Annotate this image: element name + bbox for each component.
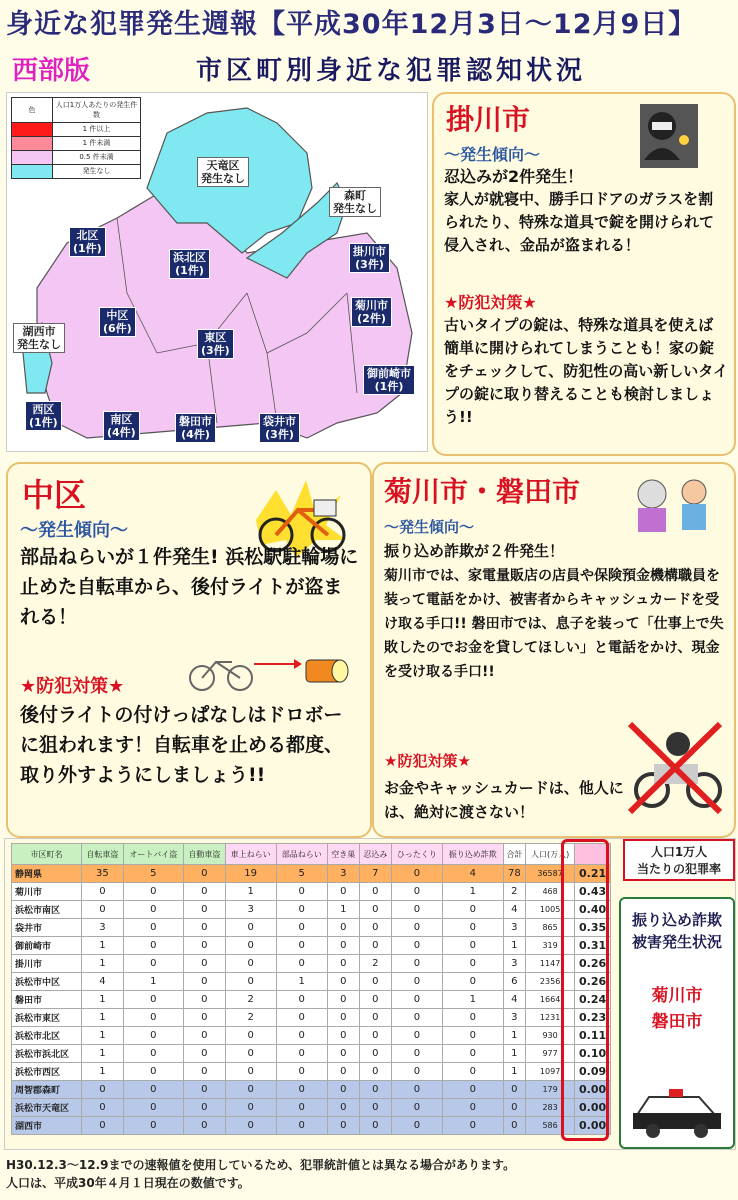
- table-cell: 0: [442, 1027, 503, 1045]
- table-cell-rate: 0.31: [575, 937, 611, 955]
- table-cell: 3: [503, 955, 526, 973]
- table-header-cell: 車上ねらい: [225, 844, 276, 865]
- table-cell: 2: [225, 991, 276, 1009]
- table-row: [12, 1099, 611, 1117]
- table-cell: 0: [442, 1009, 503, 1027]
- table-cell: 0: [225, 1099, 276, 1117]
- table-cell: 0: [123, 1117, 183, 1135]
- table-cell: 1: [82, 1009, 124, 1027]
- kikugawa-title: 菊川市・磐田市: [384, 475, 581, 508]
- table-cell: 1: [225, 883, 276, 901]
- rate-note: 人口1万人 当たりの犯罪率: [623, 839, 735, 881]
- page-subtitle: 市区町別身近な犯罪認知状況: [196, 56, 587, 86]
- table-row: [12, 919, 611, 937]
- table-cell-rate: 0.35: [575, 919, 611, 937]
- table-row: [12, 1009, 611, 1027]
- table-cell: 865: [526, 919, 575, 937]
- table-cell: 0: [359, 1063, 391, 1081]
- table-cell-name: 浜松市南区: [12, 901, 82, 919]
- fraud-status-title: 振り込め詐欺 被害発生状況: [631, 911, 722, 951]
- table-cell: 0: [184, 1117, 226, 1135]
- table-cell: 0: [123, 991, 183, 1009]
- table-cell: 283: [526, 1099, 575, 1117]
- map-label-iwata: 磐田市 (4件): [175, 413, 216, 443]
- table-cell-name: 浜松市天竜区: [12, 1099, 82, 1117]
- table-cell: 930: [526, 1027, 575, 1045]
- kakegawa-title: 掛川市: [446, 103, 531, 136]
- table-cell: 0: [276, 1081, 327, 1099]
- table-cell: 0: [123, 955, 183, 973]
- table-cell: 2: [359, 955, 391, 973]
- legend-header-color: 色: [12, 98, 53, 122]
- table-cell: 468: [526, 883, 575, 901]
- table-cell: 0: [123, 1045, 183, 1063]
- table-cell: 0: [184, 901, 226, 919]
- table-cell: 0: [391, 1099, 442, 1117]
- table-cell: 2: [503, 883, 526, 901]
- footer-note-2: 人口は、平成30年４月１日現在の数値です。: [6, 1176, 250, 1190]
- legend-row: [12, 123, 140, 137]
- table-cell: 0: [359, 991, 391, 1009]
- table-cell: 0: [225, 1117, 276, 1135]
- naka-title: 中区: [22, 476, 87, 514]
- table-cell: 0: [327, 973, 359, 991]
- table-cell: 0: [442, 955, 503, 973]
- legend-swatch: [12, 137, 53, 150]
- table-cell: 4: [503, 991, 526, 1009]
- legend-swatch: [12, 151, 53, 164]
- table-cell: 36587: [526, 865, 575, 883]
- table-cell: 0: [276, 937, 327, 955]
- map-label-mori: 森町 発生なし: [329, 187, 381, 217]
- table-cell: 0: [391, 901, 442, 919]
- table-cell: 0: [327, 1099, 359, 1117]
- table-cell: 0: [327, 1081, 359, 1099]
- kakegawa-measure-body: 古いタイプの錠は、特殊な道具を使えば簡単に開けられてしまうことも！家の錠をチェックして、防犯性の高い新しいタイプの錠に取り替えることも検討しましょう!!: [444, 316, 728, 426]
- table-panel: [4, 838, 736, 1150]
- map-label-hamakita: 浜北区 (1件): [169, 249, 210, 279]
- table-cell: 0: [391, 1045, 442, 1063]
- kakegawa-measure-heading: ★防犯対策★: [444, 293, 537, 312]
- table-header-cell: 忍込み: [359, 844, 391, 865]
- table-cell: 1: [503, 1063, 526, 1081]
- table-cell: 1: [82, 1063, 124, 1081]
- table-cell-rate: 0.00: [575, 1081, 611, 1099]
- table-cell: 1: [442, 991, 503, 1009]
- table-header-cell: ひったくり: [391, 844, 442, 865]
- table-cell: 0: [184, 1027, 226, 1045]
- table-cell-name: 菊川市: [12, 883, 82, 901]
- kikugawa-trend-body: 菊川市では、家電量販店の店員や保険預金機構職員を装って電話をかけ、被害者からキャッシュカードを受け取る手口!! 磐田市では、息子を装って「仕事上で失敗したのでお金を貸してほしい」と電話をかけ、現金を受け取る手口!!: [384, 568, 724, 680]
- table-cell: 0: [184, 973, 226, 991]
- table-cell-name: 御前崎市: [12, 937, 82, 955]
- naka-trend-body: 部品ねらいが１件発生! 浜松駅駐輪場に止めた自転車から、後付ライトが盗まれる！: [20, 546, 359, 628]
- table-cell: 0: [442, 1045, 503, 1063]
- table-cell: 0: [442, 1081, 503, 1099]
- table-cell: 0: [359, 973, 391, 991]
- kikugawa-measure-body: お金やキャッシュカードは、他人には、絶対に渡さない！: [384, 779, 624, 821]
- table-cell: 0: [225, 919, 276, 937]
- kakegawa-trend-body: 家人が就寝中、勝手口ドアのガラスを割られたり、特殊な道具で錠を開けられて侵入され、金品が盗まれる！: [444, 190, 715, 254]
- table-cell: 3: [225, 901, 276, 919]
- map-label-tenryu: 天竜区 発生なし: [197, 157, 249, 187]
- fraud-status-cities: 菊川市 磐田市: [651, 986, 703, 1032]
- map-label-kita: 北区 (1件): [69, 227, 106, 257]
- table-cell: 0: [442, 901, 503, 919]
- table-cell: 5: [123, 865, 183, 883]
- crime-table: [11, 843, 611, 1135]
- table-cell: 0: [123, 937, 183, 955]
- legend-swatch: [12, 165, 53, 178]
- table-row: [12, 883, 611, 901]
- kakegawa-trend-lead: 忍込みが2件発生！: [444, 167, 584, 186]
- table-cell: 0: [276, 1099, 327, 1117]
- table-cell: 0: [82, 1081, 124, 1099]
- table-cell: 0: [391, 1027, 442, 1045]
- naka-measure-heading: ★防犯対策★: [20, 676, 125, 697]
- table-cell-rate: 0.00: [575, 1117, 611, 1135]
- table-cell: 0: [503, 1081, 526, 1099]
- table-cell: 1: [123, 973, 183, 991]
- table-cell: 0: [184, 1099, 226, 1117]
- table-cell: 0: [184, 1081, 226, 1099]
- legend-label: 1 件未満: [82, 139, 111, 147]
- table-cell: 1: [82, 991, 124, 1009]
- table-cell: 0: [123, 901, 183, 919]
- table-cell: 2: [225, 1009, 276, 1027]
- table-cell: 0: [225, 937, 276, 955]
- table-cell: 0: [327, 955, 359, 973]
- table-cell: 1: [82, 955, 124, 973]
- table-cell: 0: [359, 1009, 391, 1027]
- table-row: [12, 1027, 611, 1045]
- map-label-kosai: 湖西市 発生なし: [13, 323, 65, 353]
- legend-row: [12, 137, 140, 151]
- table-cell-rate: 0.21: [575, 865, 611, 883]
- table-cell: 0: [184, 1045, 226, 1063]
- table-cell: 0: [123, 1081, 183, 1099]
- map-legend: [11, 97, 141, 179]
- map-label-minami: 南区 (4件): [103, 411, 140, 441]
- table-cell-rate: 0.09: [575, 1063, 611, 1081]
- table-cell: 0: [327, 937, 359, 955]
- table-cell: 1: [82, 1045, 124, 1063]
- edition-label: 西部版: [12, 56, 91, 86]
- table-cell: 3: [503, 919, 526, 937]
- kikugawa-trend-heading: ～発生傾向～: [384, 518, 475, 536]
- table-cell-rate: 0.11: [575, 1027, 611, 1045]
- map-label-fukuroi: 袋井市 (3件): [259, 413, 300, 443]
- table-cell: 0: [327, 1027, 359, 1045]
- table-row: [12, 973, 611, 991]
- table-header-cell: オートバイ盗: [123, 844, 183, 865]
- table-cell-name: 磐田市: [12, 991, 82, 1009]
- table-cell-name: 浜松市北区: [12, 1027, 82, 1045]
- table-cell: 0: [359, 919, 391, 937]
- table-cell: 586: [526, 1117, 575, 1135]
- legend-header-label: 人口1万人あたりの発生件数: [55, 101, 138, 119]
- table-cell: 179: [526, 1081, 575, 1099]
- table-cell: 0: [225, 955, 276, 973]
- table-cell: 0: [82, 1117, 124, 1135]
- table-cell: 0: [276, 883, 327, 901]
- map-label-naka: 中区 (6件): [99, 307, 136, 337]
- table-cell: 0: [276, 1009, 327, 1027]
- fraud-status-box: [619, 897, 735, 1149]
- table-cell-rate: 0.23: [575, 1009, 611, 1027]
- table-cell: 0: [442, 973, 503, 991]
- table-cell: 0: [225, 973, 276, 991]
- table-cell: 0: [276, 1117, 327, 1135]
- map-label-kakegawa: 掛川市 (3件): [349, 243, 390, 273]
- table-cell: 6: [503, 973, 526, 991]
- table-cell: 1097: [526, 1063, 575, 1081]
- table-row: [12, 937, 611, 955]
- no-motorcycle-icon: [624, 720, 724, 816]
- table-cell: 3: [503, 1009, 526, 1027]
- table-cell-rate: 0.26: [575, 955, 611, 973]
- table-cell: 7: [359, 865, 391, 883]
- table-cell-name: 掛川市: [12, 955, 82, 973]
- table-cell-name: 浜松市浜北区: [12, 1045, 82, 1063]
- legend-label: 0.5 件未満: [79, 153, 114, 161]
- table-cell: 0: [503, 1099, 526, 1117]
- table-header-cell: 人口(万人): [526, 844, 575, 865]
- table-cell: 0: [327, 1117, 359, 1135]
- table-cell: 0: [184, 883, 226, 901]
- table-cell: 1: [82, 937, 124, 955]
- table-cell: 0: [184, 991, 226, 1009]
- table-cell: 0: [359, 1099, 391, 1117]
- table-header-cell: 自転車盗: [82, 844, 124, 865]
- table-cell: 0: [327, 919, 359, 937]
- table-cell: 0: [225, 1027, 276, 1045]
- table-cell: 0: [184, 919, 226, 937]
- table-cell: 319: [526, 937, 575, 955]
- table-cell: 0: [391, 865, 442, 883]
- table-cell: 0: [82, 1099, 124, 1117]
- table-cell: 0: [184, 955, 226, 973]
- table-cell: 0: [442, 919, 503, 937]
- table-cell: 2356: [526, 973, 575, 991]
- table-cell: 0: [442, 1063, 503, 1081]
- legend-label: 1 件以上: [82, 125, 111, 133]
- table-cell: 0: [123, 1027, 183, 1045]
- table-cell: 1: [276, 973, 327, 991]
- kakegawa-trend-heading: ～発生傾向～: [444, 145, 541, 164]
- table-row: [12, 955, 611, 973]
- legend-row: [12, 151, 140, 165]
- table-cell: 0: [123, 1099, 183, 1117]
- table-cell: 3: [327, 865, 359, 883]
- rate-column-highlight: [561, 839, 609, 1141]
- table-cell: 0: [327, 991, 359, 1009]
- table-cell: 0: [359, 901, 391, 919]
- table-cell: 0: [184, 865, 226, 883]
- table-cell: 0: [442, 937, 503, 955]
- legend-row: [12, 165, 140, 178]
- table-cell: 0: [442, 1099, 503, 1117]
- table-cell: 0: [327, 1045, 359, 1063]
- table-cell-rate: 0.00: [575, 1099, 611, 1117]
- table-cell: 0: [184, 1063, 226, 1081]
- table-cell: 78: [503, 865, 526, 883]
- table-cell: 1: [503, 1045, 526, 1063]
- table-cell: 1: [442, 883, 503, 901]
- table-cell: 5: [276, 865, 327, 883]
- map-label-nishi: 西区 (1件): [25, 401, 62, 431]
- bike-light-icon: [184, 642, 354, 698]
- legend-swatch: [12, 123, 53, 136]
- table-cell: 1005: [526, 901, 575, 919]
- table-cell: 0: [225, 1045, 276, 1063]
- table-cell: 0: [503, 1117, 526, 1135]
- table-cell: 0: [82, 901, 124, 919]
- table-cell: 0: [276, 1027, 327, 1045]
- table-cell: 4: [442, 865, 503, 883]
- table-cell-name: 静岡県: [12, 865, 82, 883]
- map-label-higashi: 東区 (3件): [197, 329, 234, 359]
- table-cell: 0: [359, 883, 391, 901]
- phone-fraud-icon: [622, 470, 722, 534]
- table-cell: 0: [391, 1117, 442, 1135]
- table-cell: 0: [391, 991, 442, 1009]
- table-cell: 1: [503, 1027, 526, 1045]
- table-cell-name: 浜松市中区: [12, 973, 82, 991]
- police-car-icon: [629, 1075, 725, 1139]
- table-header-cell: 自動車盗: [184, 844, 226, 865]
- kikugawa-trend-lead: 振り込め詐欺が２件発生！: [384, 542, 565, 560]
- table-cell: 0: [359, 1081, 391, 1099]
- table-cell: 0: [359, 1027, 391, 1045]
- table-cell: 0: [391, 1063, 442, 1081]
- table-cell: 0: [276, 901, 327, 919]
- table-cell: 0: [276, 919, 327, 937]
- table-cell-name: 周智郡森町: [12, 1081, 82, 1099]
- naka-trend-heading: ～発生傾向～: [20, 520, 128, 541]
- table-cell: 0: [123, 1063, 183, 1081]
- crime-map: [6, 92, 428, 452]
- table-cell: 0: [184, 937, 226, 955]
- table-cell: 19: [225, 865, 276, 883]
- table-cell: 0: [327, 883, 359, 901]
- table-cell: 0: [276, 1045, 327, 1063]
- map-label-kikugawa: 菊川市 (2件): [351, 297, 392, 327]
- table-cell: 0: [359, 1045, 391, 1063]
- table-cell-rate: 0.24: [575, 991, 611, 1009]
- table-row: [12, 991, 611, 1009]
- table-cell-rate: 0.10: [575, 1045, 611, 1063]
- kikugawa-card: [372, 462, 736, 838]
- table-cell: 0: [391, 955, 442, 973]
- kakegawa-card: [432, 92, 736, 456]
- table-cell: 1: [82, 1027, 124, 1045]
- table-cell: 0: [276, 991, 327, 1009]
- table-cell-name: 浜松市西区: [12, 1063, 82, 1081]
- table-cell: 0: [391, 973, 442, 991]
- table-cell: 35: [82, 865, 124, 883]
- table-cell: 0: [276, 1063, 327, 1081]
- table-cell: 0: [327, 1063, 359, 1081]
- table-header-cell: 合計: [503, 844, 526, 865]
- table-cell: 0: [123, 1009, 183, 1027]
- table-cell: 4: [503, 901, 526, 919]
- table-cell-name: 浜松市東区: [12, 1009, 82, 1027]
- table-cell: 0: [391, 919, 442, 937]
- table-row: [12, 1117, 611, 1135]
- table-cell: 4: [82, 973, 124, 991]
- table-row: [12, 1081, 611, 1099]
- table-cell: 0: [123, 919, 183, 937]
- table-cell-rate: 0.40: [575, 901, 611, 919]
- table-header-cell: 市区町名: [12, 844, 82, 865]
- table-cell-rate: 0.26: [575, 973, 611, 991]
- table-cell: 0: [82, 883, 124, 901]
- table-cell: 0: [391, 1009, 442, 1027]
- table-cell: 977: [526, 1045, 575, 1063]
- table-cell: 1: [327, 901, 359, 919]
- table-cell: 0: [391, 1081, 442, 1099]
- table-header-cell: 振り込め詐欺: [442, 844, 503, 865]
- table-row: [12, 865, 611, 883]
- table-cell: 0: [359, 1117, 391, 1135]
- table-row: [12, 1063, 611, 1081]
- table-cell: 1: [503, 937, 526, 955]
- naka-measure-body: 後付ライトの付けっぱなしはドロボーに狙われます！自転車を止める都度、取り外すようにしましょう!!: [20, 704, 344, 786]
- page-title: 身近な犯罪発生週報【平成30年12月3日～12月9日】: [6, 9, 697, 40]
- table-cell: 1664: [526, 991, 575, 1009]
- table-cell-name: 湖西市: [12, 1117, 82, 1135]
- table-cell: 0: [225, 1081, 276, 1099]
- table-header-cell: 部品ねらい: [276, 844, 327, 865]
- table-cell: 0: [184, 1009, 226, 1027]
- table-cell: 3: [82, 919, 124, 937]
- table-cell: 1147: [526, 955, 575, 973]
- naka-card: [6, 462, 372, 838]
- burglar-icon: [622, 100, 702, 172]
- table-cell: 0: [359, 937, 391, 955]
- table-cell-rate: 0.43: [575, 883, 611, 901]
- table-header-cell: 空き巣: [327, 844, 359, 865]
- table-cell: 0: [442, 1117, 503, 1135]
- table-cell: 0: [391, 937, 442, 955]
- table-cell: 0: [391, 883, 442, 901]
- table-header-row: [12, 844, 611, 865]
- kikugawa-measure-heading: ★防犯対策★: [384, 752, 471, 770]
- table-cell: 0: [327, 1009, 359, 1027]
- table-cell: 1231: [526, 1009, 575, 1027]
- legend-label: 発生なし: [82, 167, 111, 175]
- footer-note-1: H30.12.3～12.9までの速報値を使用しているため、犯罪統計値とは異なる場合があります。: [6, 1158, 516, 1172]
- table-row: [12, 1045, 611, 1063]
- table-cell: 0: [225, 1063, 276, 1081]
- table-row: [12, 901, 611, 919]
- map-label-omaezaki: 御前崎市 (1件): [363, 365, 415, 395]
- table-cell-name: 袋井市: [12, 919, 82, 937]
- table-cell: 0: [276, 955, 327, 973]
- table-cell: 0: [123, 883, 183, 901]
